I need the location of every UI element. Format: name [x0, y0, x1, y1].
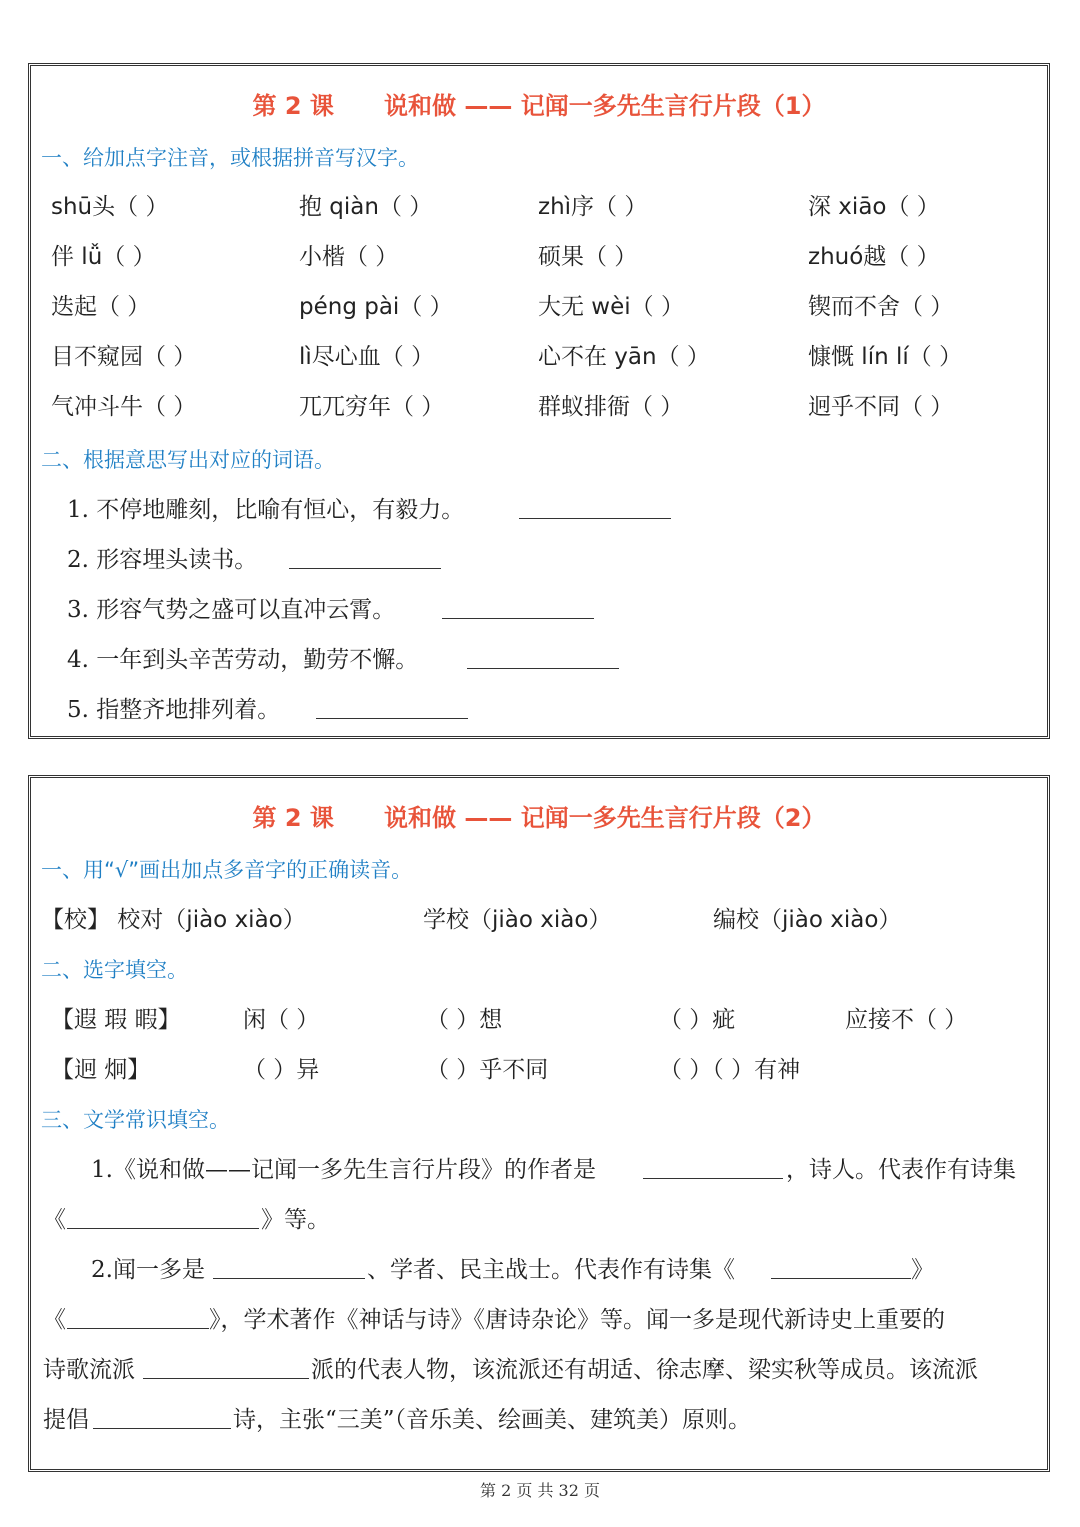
pinyin-item: 抱 qiàn（ ） — [299, 194, 433, 220]
choose-blank: （ ）想 — [426, 1007, 503, 1033]
pinyin-item: 伴 lǚ（ ） — [51, 244, 156, 270]
pinyin-item: lì尽心血（ ） — [299, 344, 435, 370]
choose-blank: （ ）乎不同 — [426, 1057, 549, 1083]
choose-blank: 闲（ ） — [243, 1007, 320, 1033]
section-literature-heading: 三、文学常识填空。 — [41, 1108, 230, 1132]
word-question: 2. 形容埋头读书。 — [67, 547, 258, 573]
lit-text: 》等。 — [261, 1207, 330, 1233]
answer-blank[interactable] — [143, 1378, 309, 1379]
lit-text: ，诗人。代表作有诗集 — [786, 1157, 1016, 1183]
word-question: 3. 形容气势之盛可以直冲云霄。 — [67, 597, 396, 623]
pinyin-item: 兀兀穷年（ ） — [299, 394, 445, 420]
lit-text: 诗歌流派 — [43, 1357, 135, 1383]
pinyin-item: 小楷（ ） — [299, 244, 399, 270]
section-words-heading: 二、根据意思写出对应的词语。 — [41, 448, 335, 472]
choose-blank: （ ）（ ）有神 — [659, 1057, 801, 1083]
choose-blank: （ ）疵 — [659, 1007, 736, 1033]
lit-text: 派的代表人物，该流派还有胡适、徐志摩、梁实秋等成员。该流派 — [311, 1357, 978, 1383]
choose-blank: 应接不（ ） — [845, 1007, 968, 1033]
lit-text: 《 — [43, 1207, 66, 1233]
lit-text: 提倡 — [43, 1407, 89, 1433]
word-question: 4. 一年到头辛苦劳动，勤劳不懈。 — [67, 647, 419, 673]
pinyin-item: péng pài（ ） — [299, 294, 453, 320]
pinyin-item: shū头（ ） — [51, 194, 169, 220]
exercise-box-1 — [28, 63, 1050, 739]
answer-blank[interactable] — [643, 1178, 783, 1179]
word-question: 5. 指整齐地排列着。 — [67, 697, 281, 723]
lit-text: 》，学术著作《神话与诗》《唐诗杂论》等。闻一多是现代新诗史上重要的 — [209, 1307, 945, 1333]
pinyin-item: 气冲斗牛（ ） — [51, 394, 197, 420]
pinyin-item: 深 xiāo（ ） — [808, 194, 940, 220]
exercise-box-2 — [28, 775, 1050, 1472]
lit-text: 1.《说和做——记闻一多先生言行片段》的作者是 — [91, 1157, 596, 1183]
choose-group: 【迥 炯】 — [51, 1057, 151, 1083]
pinyin-item: 目不窥园（ ） — [51, 344, 197, 370]
pinyin-item: 锲而不舍（ ） — [808, 294, 954, 320]
answer-blank[interactable] — [771, 1278, 911, 1279]
answer-blank[interactable] — [67, 1328, 209, 1329]
lit-text: 《 — [43, 1307, 66, 1333]
pinyin-item: zhì序（ ） — [538, 194, 648, 220]
answer-blank[interactable] — [467, 668, 619, 669]
pinyin-item: 心不在 yān（ ） — [538, 344, 710, 370]
section-pinyin-heading: 一、给加点字注音，或根据拼音写汉字。 — [41, 146, 419, 170]
lesson-title-1: 第 2 课 说和做 —— 记闻一多先生言行片段（1） — [252, 92, 826, 120]
lit-text: 、学者、民主战士。代表作有诗集《 — [367, 1257, 735, 1283]
answer-blank[interactable] — [316, 718, 468, 719]
section-choose-heading: 二、选字填空。 — [41, 958, 188, 982]
answer-blank[interactable] — [67, 1228, 259, 1229]
lit-text: 2.闻一多是 — [91, 1257, 205, 1283]
answer-blank[interactable] — [213, 1278, 365, 1279]
lit-text: 诗，主张“三美”（音乐美、绘画美、建筑美）原则。 — [233, 1407, 752, 1433]
pinyin-item: 迥乎不同（ ） — [808, 394, 954, 420]
answer-blank[interactable] — [442, 618, 594, 619]
choose-group: 【遐 瑕 暇】 — [51, 1007, 181, 1033]
word-question: 1. 不停地雕刻，比喻有恒心，有毅力。 — [67, 497, 465, 523]
lit-text: 》 — [911, 1257, 934, 1283]
lesson-title-2: 第 2 课 说和做 —— 记闻一多先生言行片段（2） — [252, 804, 826, 832]
polyphone-item: 【校】 校对（jiào xiào） — [41, 907, 306, 933]
section-polyphone-heading: 一、用“√”画出加点多音字的正确读音。 — [41, 858, 413, 882]
answer-blank[interactable] — [519, 518, 671, 519]
pinyin-item: 慷慨 lín lí（ ） — [808, 344, 963, 370]
pinyin-item: 群蚁排衙（ ） — [538, 394, 684, 420]
answer-blank[interactable] — [93, 1428, 231, 1429]
pinyin-item: 大无 wèi（ ） — [538, 294, 684, 320]
answer-blank[interactable] — [289, 568, 441, 569]
pinyin-item: 迭起（ ） — [51, 294, 151, 320]
pinyin-item: 硕果（ ） — [538, 244, 638, 270]
page-footer: 第 2 页 共 32 页 — [480, 1481, 600, 1500]
choose-blank: （ ）异 — [243, 1057, 320, 1083]
polyphone-item: 学校（jiào xiào） — [423, 907, 612, 933]
pinyin-item: zhuó越（ ） — [808, 244, 940, 270]
polyphone-item: 编校（jiào xiào） — [713, 907, 902, 933]
